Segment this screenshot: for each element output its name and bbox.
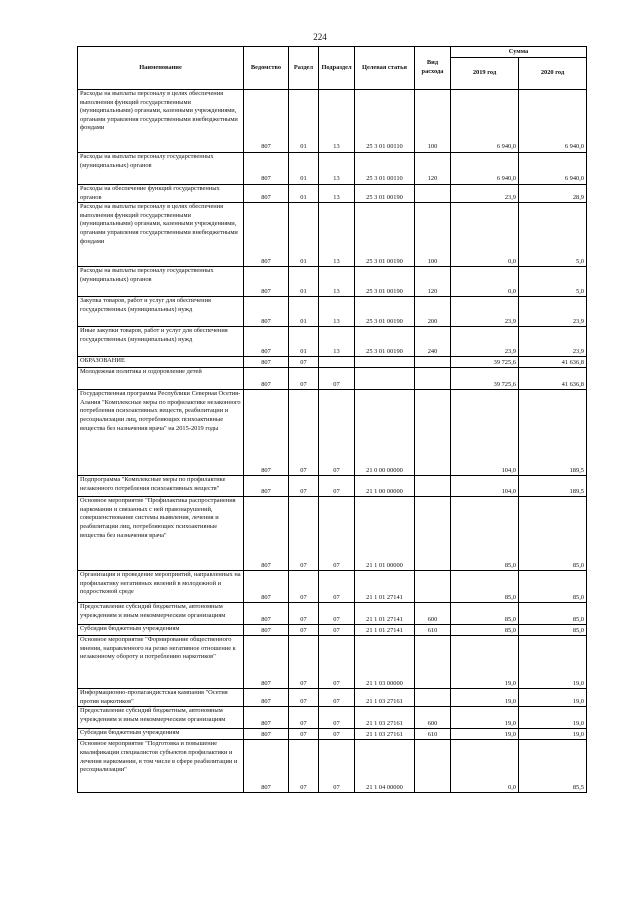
row-subsection: 07 bbox=[319, 476, 355, 497]
row-department: 807 bbox=[244, 327, 289, 357]
table-row bbox=[78, 357, 587, 368]
table-row bbox=[78, 297, 587, 327]
row-department: 807 bbox=[244, 603, 289, 625]
row-sum-2020: 85,0 bbox=[519, 497, 587, 571]
row-sum-2019: 6 940,0 bbox=[451, 90, 519, 153]
row-section: 01 bbox=[289, 297, 319, 327]
table-row bbox=[78, 740, 587, 793]
row-target-article: 21 1 00 00000 bbox=[355, 476, 415, 497]
table-row bbox=[78, 571, 587, 603]
row-department: 807 bbox=[244, 368, 289, 390]
row-sum-2020: 189,5 bbox=[519, 390, 587, 476]
row-sum-2019: 23,9 bbox=[451, 327, 519, 357]
row-sum-2020: 85,0 bbox=[519, 625, 587, 636]
row-department: 807 bbox=[244, 476, 289, 497]
row-section: 01 bbox=[289, 267, 319, 297]
row-sum-2020: 5,0 bbox=[519, 203, 587, 267]
header-sum: Сумма bbox=[451, 47, 587, 58]
table-row bbox=[78, 707, 587, 729]
table-row bbox=[78, 497, 587, 571]
row-name: Расходы на выплаты персоналу государственных (муниципальных) органов bbox=[78, 153, 244, 185]
row-section: 01 bbox=[289, 153, 319, 185]
page-number: 224 bbox=[313, 32, 327, 42]
row-department: 807 bbox=[244, 497, 289, 571]
row-target-article: 21 1 03 27161 bbox=[355, 729, 415, 740]
row-name: Предоставление субсидий бюджетным, автономным учреждениям и иным некоммерческим организациям bbox=[78, 707, 244, 729]
header-expense-type: Вид расхода bbox=[415, 47, 451, 90]
row-expense-type bbox=[415, 740, 451, 793]
row-sum-2020: 23,9 bbox=[519, 327, 587, 357]
row-department: 807 bbox=[244, 707, 289, 729]
table-row bbox=[78, 476, 587, 497]
row-sum-2019: 85,0 bbox=[451, 625, 519, 636]
row-expense-type: 100 bbox=[415, 203, 451, 267]
row-department: 807 bbox=[244, 267, 289, 297]
row-subsection: 07 bbox=[319, 603, 355, 625]
row-expense-type: 240 bbox=[415, 327, 451, 357]
row-sum-2020: 23,9 bbox=[519, 297, 587, 327]
row-sum-2019: 39 725,6 bbox=[451, 368, 519, 390]
row-sum-2019: 85,0 bbox=[451, 603, 519, 625]
header-department: Ведомство bbox=[244, 47, 289, 90]
row-sum-2020: 19,0 bbox=[519, 636, 587, 689]
row-target-article: 21 1 03 27161 bbox=[355, 689, 415, 707]
row-subsection: 13 bbox=[319, 90, 355, 153]
row-department: 807 bbox=[244, 740, 289, 793]
row-target-article: 25 3 01 00110 bbox=[355, 153, 415, 185]
row-target-article: 21 1 03 27161 bbox=[355, 707, 415, 729]
row-sum-2019: 104,0 bbox=[451, 390, 519, 476]
table-row bbox=[78, 636, 587, 689]
row-subsection: 07 bbox=[319, 368, 355, 390]
row-expense-type bbox=[415, 390, 451, 476]
row-section: 01 bbox=[289, 90, 319, 153]
table-row bbox=[78, 185, 587, 203]
header-target-article: Целевая статья bbox=[355, 47, 415, 90]
table-row bbox=[78, 625, 587, 636]
row-sum-2020: 28,9 bbox=[519, 185, 587, 203]
table-row bbox=[78, 603, 587, 625]
row-section: 07 bbox=[289, 476, 319, 497]
row-sum-2019: 19,0 bbox=[451, 636, 519, 689]
row-section: 07 bbox=[289, 707, 319, 729]
row-subsection: 07 bbox=[319, 689, 355, 707]
row-expense-type bbox=[415, 636, 451, 689]
row-section: 07 bbox=[289, 740, 319, 793]
row-sum-2019: 104,0 bbox=[451, 476, 519, 497]
header-year-2020: 2020 год bbox=[519, 58, 587, 90]
row-department: 807 bbox=[244, 153, 289, 185]
row-name: Закупка товаров, работ и услуг для обеспечения государственных (муниципальных) нужд bbox=[78, 297, 244, 327]
row-target-article: 21 0 00 00000 bbox=[355, 390, 415, 476]
row-expense-type bbox=[415, 357, 451, 368]
row-name: Основное мероприятие "Формирование общественного мнения, направленного на резко негативное отношение к незаконному обороту и потреблению наркотиков" bbox=[78, 636, 244, 689]
row-department: 807 bbox=[244, 297, 289, 327]
row-name: Расходы на обеспечение функций государственных органов bbox=[78, 185, 244, 203]
row-section: 07 bbox=[289, 368, 319, 390]
row-expense-type bbox=[415, 497, 451, 571]
row-section: 01 bbox=[289, 327, 319, 357]
table-row bbox=[78, 267, 587, 297]
row-target-article bbox=[355, 368, 415, 390]
row-expense-type: 600 bbox=[415, 603, 451, 625]
row-expense-type bbox=[415, 476, 451, 497]
row-subsection: 13 bbox=[319, 297, 355, 327]
row-target-article: 25 3 01 00110 bbox=[355, 90, 415, 153]
row-expense-type bbox=[415, 689, 451, 707]
budget-table bbox=[77, 46, 587, 793]
row-name: Основное мероприятие "Подготовка и повышение квалификации специалистов субъектов профилактики и лечения наркомании, в том числе в сфере реабилитации и ресоциализации" bbox=[78, 740, 244, 793]
row-sum-2020: 19,0 bbox=[519, 707, 587, 729]
row-section: 01 bbox=[289, 185, 319, 203]
row-sum-2019: 0,0 bbox=[451, 740, 519, 793]
row-section: 01 bbox=[289, 203, 319, 267]
row-target-article: 21 1 04 00000 bbox=[355, 740, 415, 793]
table-row bbox=[78, 90, 587, 153]
row-expense-type bbox=[415, 571, 451, 603]
header-subsection: Подраздел bbox=[319, 47, 355, 90]
row-name: Организация и проведение мероприятий, направленных на профилактику негативных явлений в молодежной и подростковой среде bbox=[78, 571, 244, 603]
row-sum-2019: 85,0 bbox=[451, 497, 519, 571]
row-target-article: 25 3 01 00190 bbox=[355, 297, 415, 327]
row-section: 07 bbox=[289, 603, 319, 625]
row-sum-2020: 5,0 bbox=[519, 267, 587, 297]
row-target-article: 25 3 01 00190 bbox=[355, 185, 415, 203]
row-department: 807 bbox=[244, 729, 289, 740]
table-row bbox=[78, 390, 587, 476]
row-expense-type: 600 bbox=[415, 707, 451, 729]
row-sum-2020: 189,5 bbox=[519, 476, 587, 497]
row-name: ОБРАЗОВАНИЕ bbox=[78, 357, 244, 368]
row-target-article: 21 1 03 00000 bbox=[355, 636, 415, 689]
row-sum-2020: 19,0 bbox=[519, 689, 587, 707]
row-sum-2019: 23,9 bbox=[451, 185, 519, 203]
row-subsection: 07 bbox=[319, 625, 355, 636]
header-section: Раздел bbox=[289, 47, 319, 90]
row-subsection: 13 bbox=[319, 153, 355, 185]
table-row bbox=[78, 203, 587, 267]
row-department: 807 bbox=[244, 625, 289, 636]
row-section: 07 bbox=[289, 636, 319, 689]
row-section: 07 bbox=[289, 497, 319, 571]
row-sum-2020: 85,5 bbox=[519, 740, 587, 793]
row-department: 807 bbox=[244, 636, 289, 689]
row-section: 07 bbox=[289, 689, 319, 707]
row-name: Субсидии бюджетным учреждениям bbox=[78, 729, 244, 740]
row-section: 07 bbox=[289, 357, 319, 368]
row-subsection bbox=[319, 357, 355, 368]
row-department: 807 bbox=[244, 185, 289, 203]
row-subsection: 07 bbox=[319, 497, 355, 571]
row-department: 807 bbox=[244, 390, 289, 476]
table-row bbox=[78, 368, 587, 390]
row-target-article: 21 1 01 00000 bbox=[355, 497, 415, 571]
row-sum-2019: 23,9 bbox=[451, 297, 519, 327]
header-name: Наименование bbox=[78, 47, 244, 90]
row-subsection: 13 bbox=[319, 185, 355, 203]
row-name: Расходы на выплаты персоналу в целях обеспечения выполнения функций государственными (муниципальными) органами, казенными учреждениями, органами управления государственными внебюджетными фондами bbox=[78, 90, 244, 153]
row-target-article: 25 3 01 00190 bbox=[355, 203, 415, 267]
row-sum-2020: 41 636,8 bbox=[519, 368, 587, 390]
row-target-article: 21 1 01 27141 bbox=[355, 625, 415, 636]
row-expense-type: 200 bbox=[415, 297, 451, 327]
row-name: Расходы на выплаты персоналу государственных (муниципальных) органов bbox=[78, 267, 244, 297]
row-sum-2019: 0,0 bbox=[451, 267, 519, 297]
row-sum-2019: 0,0 bbox=[451, 203, 519, 267]
row-name: Предоставление субсидий бюджетным, автономным учреждениям и иным некоммерческим организациям bbox=[78, 603, 244, 625]
row-expense-type: 120 bbox=[415, 153, 451, 185]
row-sum-2019: 39 725,6 bbox=[451, 357, 519, 368]
row-name: Расходы на выплаты персоналу в целях обеспечения выполнения функций государственными (муниципальными) органами, казенными учреждениями, органами управления государственными внебюджетными фондами bbox=[78, 203, 244, 267]
row-expense-type: 610 bbox=[415, 729, 451, 740]
row-subsection: 07 bbox=[319, 390, 355, 476]
row-sum-2020: 19,0 bbox=[519, 729, 587, 740]
row-expense-type bbox=[415, 368, 451, 390]
row-name: Молодежная политика и оздоровление детей bbox=[78, 368, 244, 390]
row-department: 807 bbox=[244, 571, 289, 603]
row-section: 07 bbox=[289, 571, 319, 603]
row-name: Иные закупки товаров, работ и услуг для обеспечения государственных (муниципальных) нужд bbox=[78, 327, 244, 357]
row-target-article bbox=[355, 357, 415, 368]
row-expense-type bbox=[415, 185, 451, 203]
row-subsection: 07 bbox=[319, 571, 355, 603]
row-section: 07 bbox=[289, 390, 319, 476]
row-section: 07 bbox=[289, 625, 319, 636]
table-row bbox=[78, 327, 587, 357]
row-sum-2020: 6 940,0 bbox=[519, 153, 587, 185]
row-sum-2019: 19,0 bbox=[451, 689, 519, 707]
row-subsection: 13 bbox=[319, 267, 355, 297]
header-year-2019: 2019 год bbox=[451, 58, 519, 90]
row-subsection: 07 bbox=[319, 740, 355, 793]
row-sum-2020: 85,0 bbox=[519, 571, 587, 603]
row-sum-2019: 19,0 bbox=[451, 707, 519, 729]
row-subsection: 07 bbox=[319, 729, 355, 740]
row-department: 807 bbox=[244, 357, 289, 368]
table-row bbox=[78, 729, 587, 740]
row-subsection: 13 bbox=[319, 327, 355, 357]
row-expense-type: 100 bbox=[415, 90, 451, 153]
row-target-article: 21 1 01 27141 bbox=[355, 603, 415, 625]
row-sum-2019: 85,0 bbox=[451, 571, 519, 603]
row-target-article: 21 1 01 27141 bbox=[355, 571, 415, 603]
row-sum-2020: 85,0 bbox=[519, 603, 587, 625]
row-department: 807 bbox=[244, 203, 289, 267]
row-section: 07 bbox=[289, 729, 319, 740]
row-name: Субсидии бюджетным учреждениям bbox=[78, 625, 244, 636]
row-sum-2019: 6 940,0 bbox=[451, 153, 519, 185]
row-name: Подпрограмма "Комплексные меры по профилактике незаконного потребления психоактивных веществ" bbox=[78, 476, 244, 497]
row-subsection: 13 bbox=[319, 203, 355, 267]
row-name: Информационно-пропагандистская кампания "Осетия против наркотиков" bbox=[78, 689, 244, 707]
row-name: Основное мероприятие "Профилактика распространения наркомании и связанных с ней правонарушений, совершенствование системы выявления, лечения и реабилитации лиц, потребляющих психоактивные вещества без назначения врача" bbox=[78, 497, 244, 571]
row-subsection: 07 bbox=[319, 636, 355, 689]
table-body bbox=[78, 90, 587, 793]
row-department: 807 bbox=[244, 689, 289, 707]
row-subsection: 07 bbox=[319, 707, 355, 729]
row-target-article: 25 3 01 00190 bbox=[355, 327, 415, 357]
table-row bbox=[78, 689, 587, 707]
row-sum-2020: 6 940,0 bbox=[519, 90, 587, 153]
row-target-article: 25 3 01 00190 bbox=[355, 267, 415, 297]
row-sum-2019: 19,0 bbox=[451, 729, 519, 740]
table-row bbox=[78, 153, 587, 185]
row-name: Государственная программа Республики Северная Осетия-Алания "Комплексные меры по профилактике незаконного потребления психоактивных веществ, реабилитации и ресоциализации лиц, потребляющих психоактивные вещества без назначения врача" на 2015-2019 годы bbox=[78, 390, 244, 476]
row-expense-type: 120 bbox=[415, 267, 451, 297]
row-expense-type: 610 bbox=[415, 625, 451, 636]
row-sum-2020: 41 636,8 bbox=[519, 357, 587, 368]
row-department: 807 bbox=[244, 90, 289, 153]
